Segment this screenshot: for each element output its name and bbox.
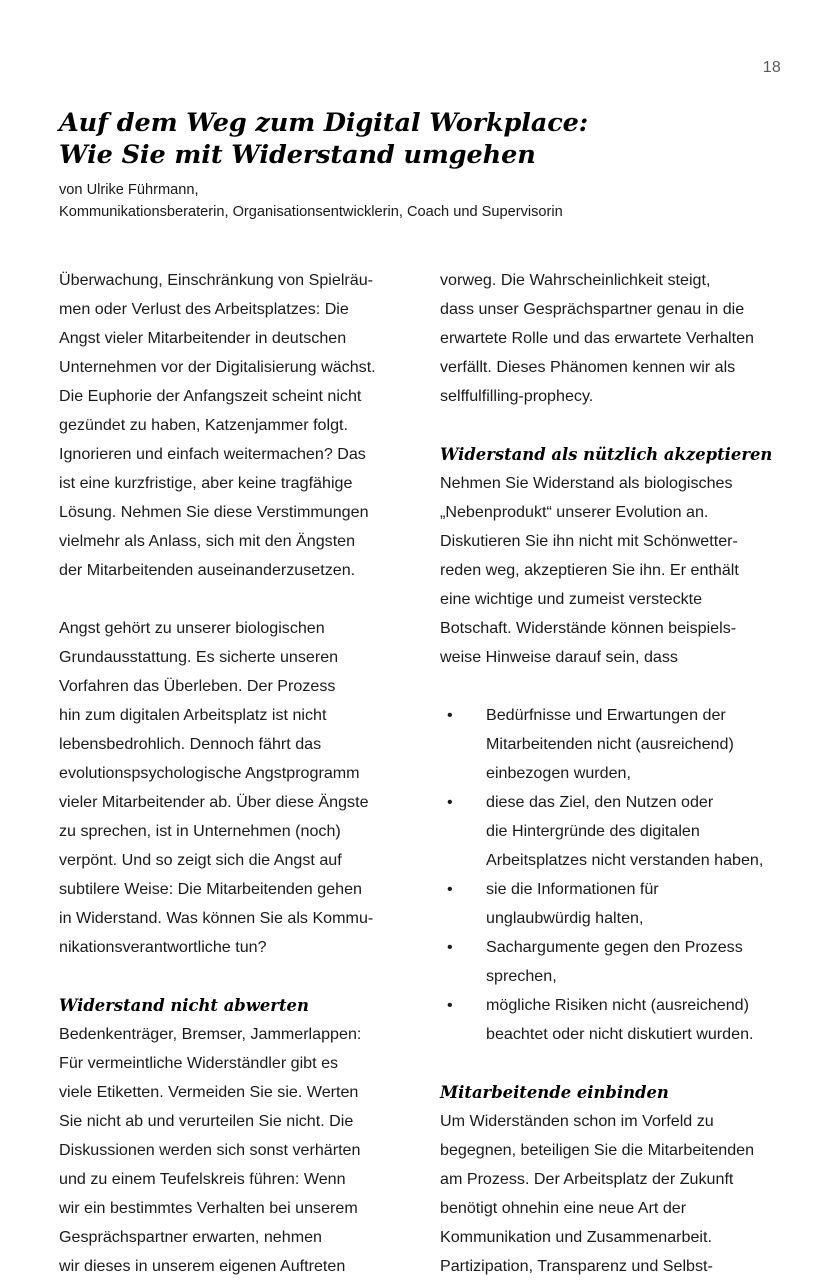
text-line: gezündet zu haben, Katzenjammer folgt. bbox=[59, 416, 348, 434]
text-line: reden weg, akzeptieren Sie ihn. Er enthält bbox=[440, 561, 739, 579]
text-line: evolutionspsychologische Angstprogramm bbox=[59, 764, 360, 782]
text-line: Mitarbeitenden nicht (ausreichend) bbox=[486, 735, 734, 753]
text-line: vieler Mitarbeitender ab. Über diese Ängste bbox=[59, 793, 369, 811]
text-line: ist eine kurzfristige, aber keine tragfähige bbox=[59, 474, 353, 492]
text-line: hin zum digitalen Arbeitsplatz ist nicht bbox=[59, 706, 327, 724]
text-line: dass unser Gesprächspartner genau in die bbox=[440, 300, 745, 318]
bullet-icon: • bbox=[447, 793, 453, 811]
text-line: vorweg. Die Wahrscheinlichkeit steigt, bbox=[440, 271, 711, 289]
headline-line-1: Auf dem Weg zum Digital Workplace: bbox=[59, 108, 589, 138]
text-line: Gesprächspartner erwarten, nehmen bbox=[59, 1228, 323, 1246]
text-line: einbezogen wurden, bbox=[486, 764, 631, 782]
list-item bbox=[440, 933, 780, 991]
text-line: und zu einem Teufelskreis führen: Wenn bbox=[59, 1170, 346, 1188]
text-line: der Mitarbeitenden auseinanderzusetzen. bbox=[59, 561, 356, 579]
text-line: Botschaft. Widerstände können beispiels- bbox=[440, 619, 737, 637]
text-line: sie die Informationen für bbox=[486, 880, 659, 898]
byline-role: Kommunikationsberaterin, Organisationsentwicklerin, Coach und Supervisorin bbox=[59, 204, 563, 220]
bullet-icon: • bbox=[447, 996, 453, 1014]
text-line: diese das Ziel, den Nutzen oder bbox=[486, 793, 714, 811]
text-line: „Nebenprodukt“ unserer Evolution an. bbox=[440, 503, 709, 521]
text-line: Die Euphorie der Anfangszeit scheint nicht bbox=[59, 387, 362, 405]
right-section-mitarbeitende-einbinden bbox=[440, 1078, 780, 1281]
text-line: Nehmen Sie Widerstand als biologisches bbox=[440, 474, 733, 492]
text-line: Lösung. Nehmen Sie diese Verstimmungen bbox=[59, 503, 369, 521]
text-line: die Hintergründe des digitalen bbox=[486, 822, 700, 840]
text-line: verpönt. Und so zeigt sich die Angst auf bbox=[59, 851, 342, 869]
text-line: eine wichtige und zumeist versteckte bbox=[440, 590, 703, 608]
bullet-icon: • bbox=[447, 938, 453, 956]
text-line: Um Widerständen schon im Vorfeld zu bbox=[440, 1112, 714, 1130]
text-line: unglaubwürdig halten, bbox=[486, 909, 644, 927]
left-paragraph-1 bbox=[59, 266, 399, 585]
text-line: sprechen, bbox=[486, 967, 557, 985]
page-number: 18 bbox=[762, 59, 781, 76]
text-line: weise Hinweise darauf sein, dass bbox=[440, 648, 678, 666]
text-line: Grundausstattung. Es sicherte unseren bbox=[59, 648, 339, 666]
text-line: Für vermeintliche Widerständler gibt es bbox=[59, 1054, 339, 1072]
text-line: am Prozess. Der Arbeitsplatz der Zukunft bbox=[440, 1170, 734, 1188]
text-line: Ignorieren und einfach weitermachen? Das bbox=[59, 445, 366, 463]
text-line: Vorfahren das Überleben. Der Prozess bbox=[59, 677, 336, 695]
text-line: Angst vieler Mitarbeitender in deutschen bbox=[59, 329, 347, 347]
left-section-1-body bbox=[59, 1020, 399, 1281]
text-line: wir dieses in unserem eigenen Auftreten bbox=[59, 1257, 346, 1275]
text-line: Bedürfnisse und Erwartungen der bbox=[486, 706, 726, 724]
text-line: benötigt ohnehin eine neue Art der bbox=[440, 1199, 687, 1217]
text-line: subtilere Weise: Die Mitarbeitenden gehen bbox=[59, 880, 362, 898]
text-line: erwartete Rolle und das erwartete Verhalten bbox=[440, 329, 755, 347]
right-column bbox=[440, 266, 780, 1281]
text-line: Überwachung, Einschränkung von Spielräu- bbox=[59, 271, 374, 289]
text-line: Arbeitsplatzes nicht verstanden haben, bbox=[486, 851, 764, 869]
text-line: begegnen, beteiligen Sie die Mitarbeitenden bbox=[440, 1141, 755, 1159]
list-item bbox=[440, 875, 780, 933]
bullet-icon: • bbox=[447, 880, 453, 898]
right-section-1-body bbox=[440, 469, 780, 672]
text-line: Bedenkenträger, Bremser, Jammerlappen: bbox=[59, 1025, 362, 1043]
right-section-widerstand-akzeptieren bbox=[440, 440, 780, 672]
list-item bbox=[440, 701, 780, 788]
text-line: Diskussionen werden sich sonst verhärten bbox=[59, 1141, 361, 1159]
right-paragraph-1 bbox=[440, 266, 780, 411]
left-paragraph-2 bbox=[59, 614, 399, 962]
text-line: beachtet oder nicht diskutiert wurden. bbox=[486, 1025, 754, 1043]
subheading-widerstand-als-nuetzlich-akzeptieren: Widerstand als nützlich akzeptieren bbox=[440, 445, 773, 464]
text-line: Sie nicht ab und verurteilen Sie nicht. Die bbox=[59, 1112, 354, 1130]
text-line: wir ein bestimmtes Verhalten bei unserem bbox=[59, 1199, 358, 1217]
text-line: men oder Verlust des Arbeitsplatzes: Die bbox=[59, 300, 349, 318]
byline-author: von Ulrike Führmann, bbox=[59, 182, 199, 198]
text-line: in Widerstand. Was können Sie als Kommu- bbox=[59, 909, 374, 927]
text-line: verfällt. Dieses Phänomen kennen wir als bbox=[440, 358, 736, 376]
bullet-icon: • bbox=[447, 706, 453, 724]
text-line: lebensbedrohlich. Dennoch fährt das bbox=[59, 735, 322, 753]
text-line: Diskutieren Sie ihn nicht mit Schönwetter- bbox=[440, 532, 738, 550]
article-header bbox=[59, 107, 759, 223]
right-section-2-body bbox=[440, 1107, 780, 1281]
article-body bbox=[59, 266, 781, 1281]
text-line: nikationsverantwortliche tun? bbox=[59, 938, 267, 956]
left-section-widerstand-nicht-abwerten bbox=[59, 991, 399, 1281]
text-line: Angst gehört zu unserer biologischen bbox=[59, 619, 325, 637]
text-line: Sachargumente gegen den Prozess bbox=[486, 938, 743, 956]
resistance-reasons-list bbox=[440, 701, 780, 1049]
text-line: Unternehmen vor der Digitalisierung wächst. bbox=[59, 358, 376, 376]
text-line: viele Etiketten. Vermeiden Sie sie. Werten bbox=[59, 1083, 359, 1101]
byline bbox=[59, 179, 759, 223]
list-item bbox=[440, 991, 780, 1049]
text-line: Kommunikation und Zusammenarbeit. bbox=[440, 1228, 712, 1246]
list-item bbox=[440, 788, 780, 875]
left-column bbox=[59, 266, 399, 1281]
page-title bbox=[59, 107, 759, 171]
subheading-mitarbeitende-einbinden: Mitarbeitende einbinden bbox=[440, 1083, 669, 1102]
subheading-widerstand-nicht-abwerten: Widerstand nicht abwerten bbox=[59, 996, 309, 1015]
text-line: Partizipation, Transparenz und Selbst- bbox=[440, 1257, 713, 1275]
text-line: mögliche Risiken nicht (ausreichend) bbox=[486, 996, 749, 1014]
text-line: selffulfilling-prophecy. bbox=[440, 387, 594, 405]
text-line: vielmehr als Anlass, sich mit den Ängsten bbox=[59, 532, 356, 550]
text-line: zu sprechen, ist in Unternehmen (noch) bbox=[59, 822, 341, 840]
headline-line-2: Wie Sie mit Widerstand umgehen bbox=[59, 140, 536, 170]
